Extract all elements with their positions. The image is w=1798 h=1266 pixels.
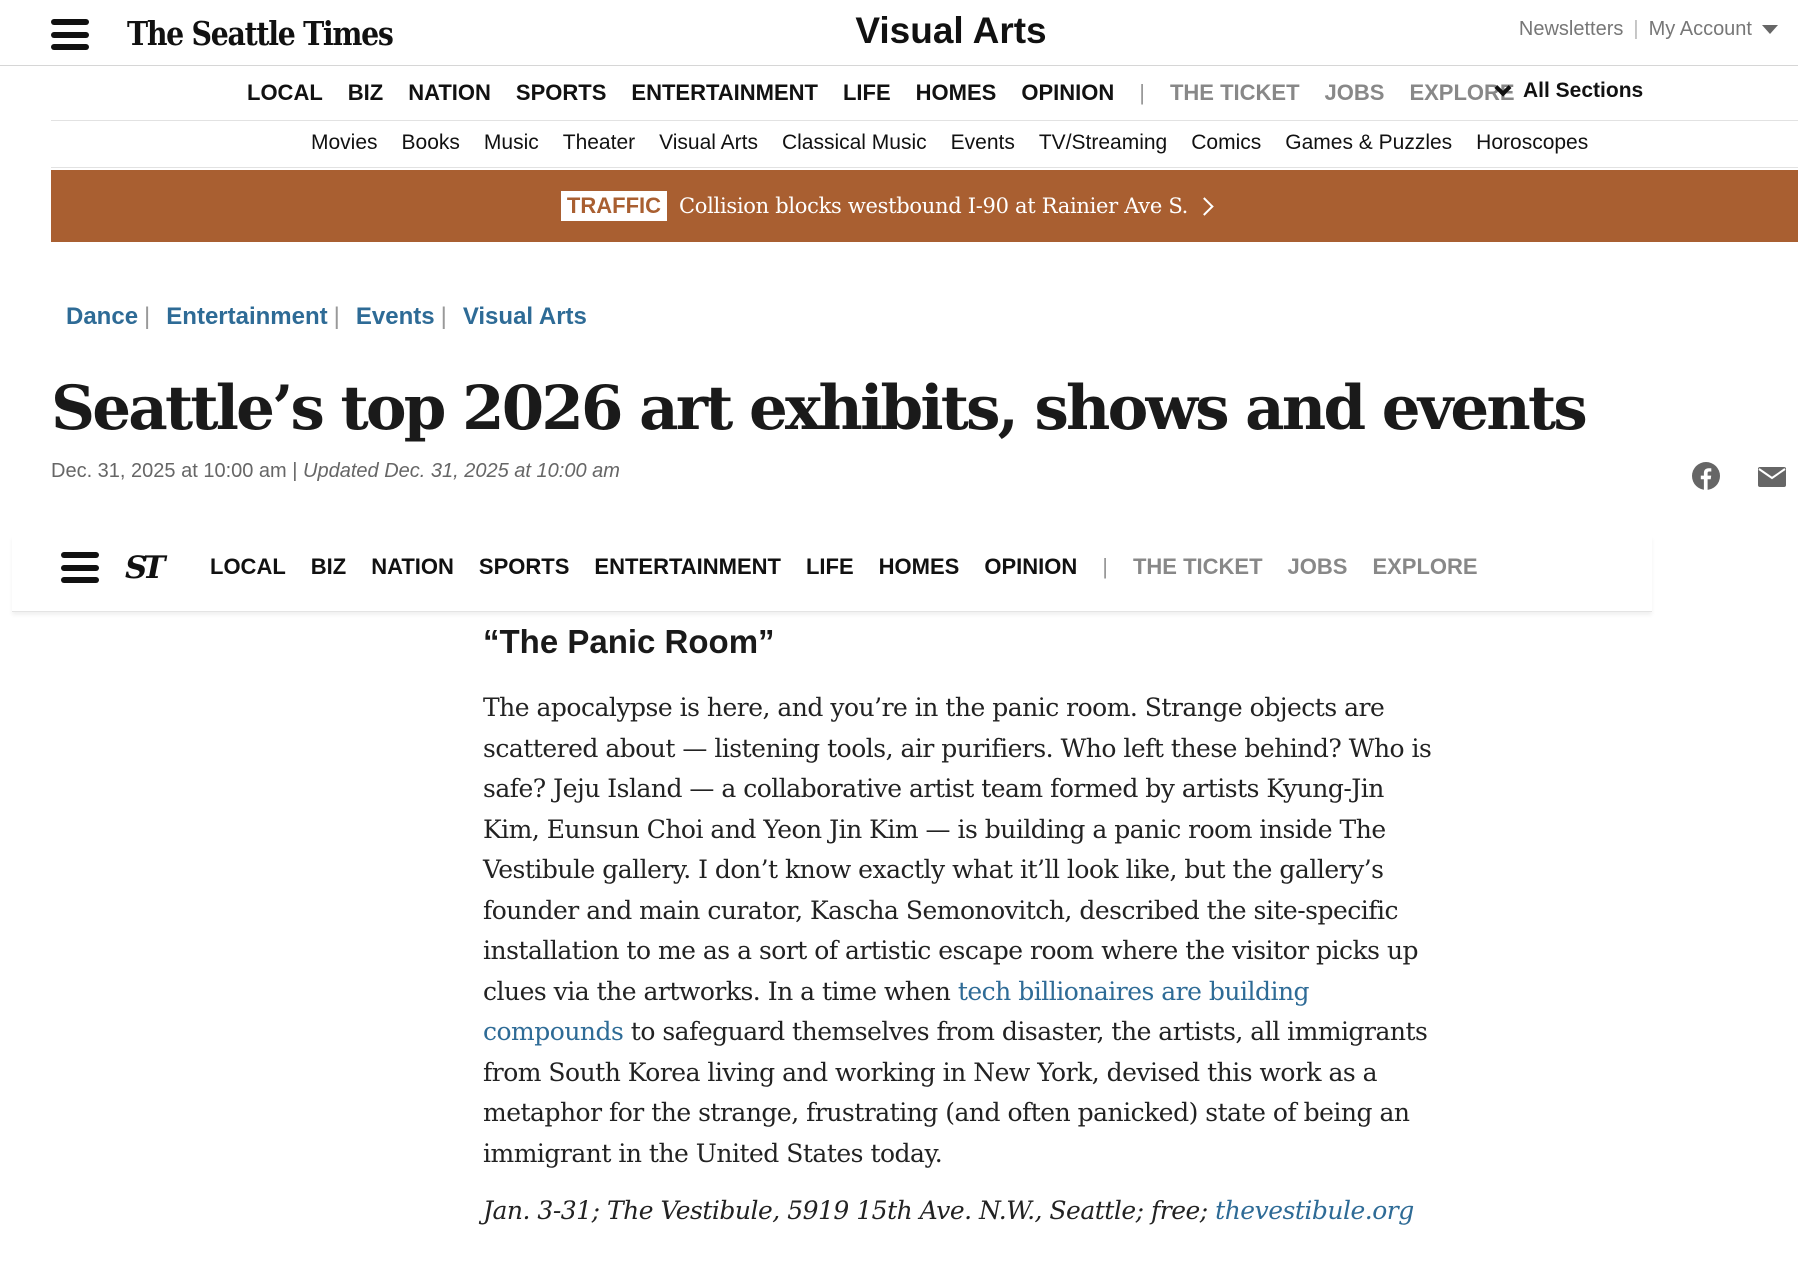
tech-billionaires-link[interactable]: tech billionaires are building [957,976,1310,1006]
secondary-nav-links [311,131,1612,155]
nav-the-ticket[interactable]: THE TICKET [1169,80,1300,105]
event-info [483,1196,1414,1225]
compounds-link[interactable]: compounds [483,1017,624,1046]
nav-divider: | [1139,80,1145,105]
event-website-link[interactable]: thevestibule.org [1215,1196,1414,1225]
all-sections-label: All Sections [1523,79,1644,102]
body-line: installation to me as a sort of artistic escape room where the visitor picks up [483,936,1419,965]
utility-divider: | [1633,18,1639,40]
body-line: from South Korea living and working in New York, devised this work as a [483,1057,1378,1087]
menu-icon[interactable] [61,552,99,583]
page-section-title: Visual Arts [855,10,1047,51]
nav-opinion[interactable]: OPINION [984,554,1078,579]
subnav-visual-arts[interactable]: Visual Arts [659,131,758,154]
subnav-comics[interactable]: Comics [1191,131,1262,154]
nav-jobs[interactable]: JOBS [1324,80,1385,105]
article-body [483,688,1443,1174]
category-dance[interactable]: Dance [66,303,139,330]
traffic-badge: TRAFFIC [561,191,667,221]
nav-opinion[interactable]: OPINION [1021,80,1115,105]
category-links [66,303,587,331]
nav-life[interactable]: LIFE [842,80,891,105]
traffic-alert-content [561,191,1211,221]
body-line [483,1012,1443,1053]
site-logo[interactable]: The Seattle Times [127,14,393,53]
chevron-down-icon [1495,80,1512,97]
category-divider: | [440,303,447,330]
article-dateline [51,460,620,483]
my-account-link[interactable]: My Account [1648,18,1752,40]
subnav-games-puzzles[interactable]: Games & Puzzles [1285,131,1453,154]
facebook-share-icon[interactable] [1692,462,1720,490]
email-share-icon[interactable] [1758,467,1786,487]
body-text-fragment: to safeguard themselves from disaster, the artists, all immigrants [623,1017,1428,1046]
subnav-theater[interactable]: Theater [562,131,636,154]
nav-the-ticket[interactable]: THE TICKET [1132,554,1263,579]
date-divider: | [292,460,298,482]
subnav-events[interactable]: Events [950,131,1015,154]
primary-nav [51,66,1798,121]
sticky-nav [12,536,1652,612]
updated-date: Updated Dec. 31, 2025 at 10:00 am [303,460,620,482]
nav-divider: | [1102,554,1108,579]
sticky-nav-links [210,554,1503,580]
nav-biz[interactable]: BIZ [347,80,384,105]
nav-nation[interactable]: NATION [408,80,491,105]
nav-homes[interactable]: HOMES [878,554,960,579]
body-line: immigrant in the United States today. [483,1138,943,1168]
body-line: founder and main curator, Kascha Semonovitch, described the site-specific [483,895,1399,925]
category-events[interactable]: Events [355,303,435,330]
category-visual-arts[interactable]: Visual Arts [462,303,587,330]
body-line: Vestibule gallery. I don’t know exactly what it’ll look like, but the gallery’s [483,855,1384,884]
body-line: scattered about — listening tools, air purifiers. Who left these behind? Who is [483,733,1432,763]
article-headline: Seattle’s top 2026 art exhibits, shows and events [51,373,1585,444]
newsletters-link[interactable]: Newsletters [1518,18,1624,40]
nav-homes[interactable]: HOMES [915,80,997,105]
nav-sports[interactable]: SPORTS [478,554,570,579]
nav-explore[interactable]: EXPLORE [1409,80,1515,105]
nav-life[interactable]: LIFE [805,554,854,579]
subnav-books[interactable]: Books [401,131,460,154]
nav-biz[interactable]: BIZ [310,554,347,579]
category-divider: | [144,303,151,330]
body-line: The apocalypse is here, and you’re in the panic room. Strange objects are [483,693,1385,722]
event-details: Jan. 3-31; The Vestibule, 5919 15th Ave. N.W., Seattle; free; [483,1196,1216,1225]
st-logo[interactable]: ST [125,550,161,586]
category-entertainment[interactable]: Entertainment [166,303,328,330]
subnav-movies[interactable]: Movies [311,131,378,154]
body-line: Kim, Eunsun Choi and Yeon Jin Kim — is building a panic room inside The [483,814,1386,844]
body-line [483,972,1443,1013]
subnav-tv-streaming[interactable]: TV/Streaming [1038,131,1168,154]
body-line: safe? Jeju Island — a collaborative artist team formed by artists Kyung-Jin [483,774,1384,803]
subnav-horoscopes[interactable]: Horoscopes [1476,131,1589,154]
nav-entertainment[interactable]: ENTERTAINMENT [594,554,781,579]
chevron-right-icon [1195,197,1213,215]
nav-nation[interactable]: NATION [371,554,454,579]
section-subhead: “The Panic Room” [483,623,775,660]
masthead [0,0,1798,66]
nav-sports[interactable]: SPORTS [515,80,607,105]
nav-local[interactable]: LOCAL [247,80,323,105]
primary-nav-links [247,80,1540,106]
published-date: Dec. 31, 2025 at 10:00 am [51,460,287,482]
all-sections-button[interactable] [1497,79,1643,103]
nav-entertainment[interactable]: ENTERTAINMENT [631,80,818,105]
subnav-classical-music[interactable]: Classical Music [781,131,927,154]
nav-explore[interactable]: EXPLORE [1372,554,1478,579]
traffic-alert-banner[interactable] [51,170,1798,242]
traffic-alert-text[interactable]: Collision blocks westbound I-90 at Rainier Ave S. [679,194,1189,218]
nav-local[interactable]: LOCAL [210,554,286,579]
body-text-fragment: clues via the artworks. In a time when [483,976,958,1006]
secondary-nav [51,121,1798,168]
category-divider: | [333,303,340,330]
caret-down-icon[interactable] [1762,25,1778,34]
subnav-music[interactable]: Music [483,131,539,154]
utility-links [1519,18,1778,41]
nav-jobs[interactable]: JOBS [1287,554,1348,579]
body-line: metaphor for the strange, frustrating (and often panicked) state of being an [483,1098,1410,1127]
